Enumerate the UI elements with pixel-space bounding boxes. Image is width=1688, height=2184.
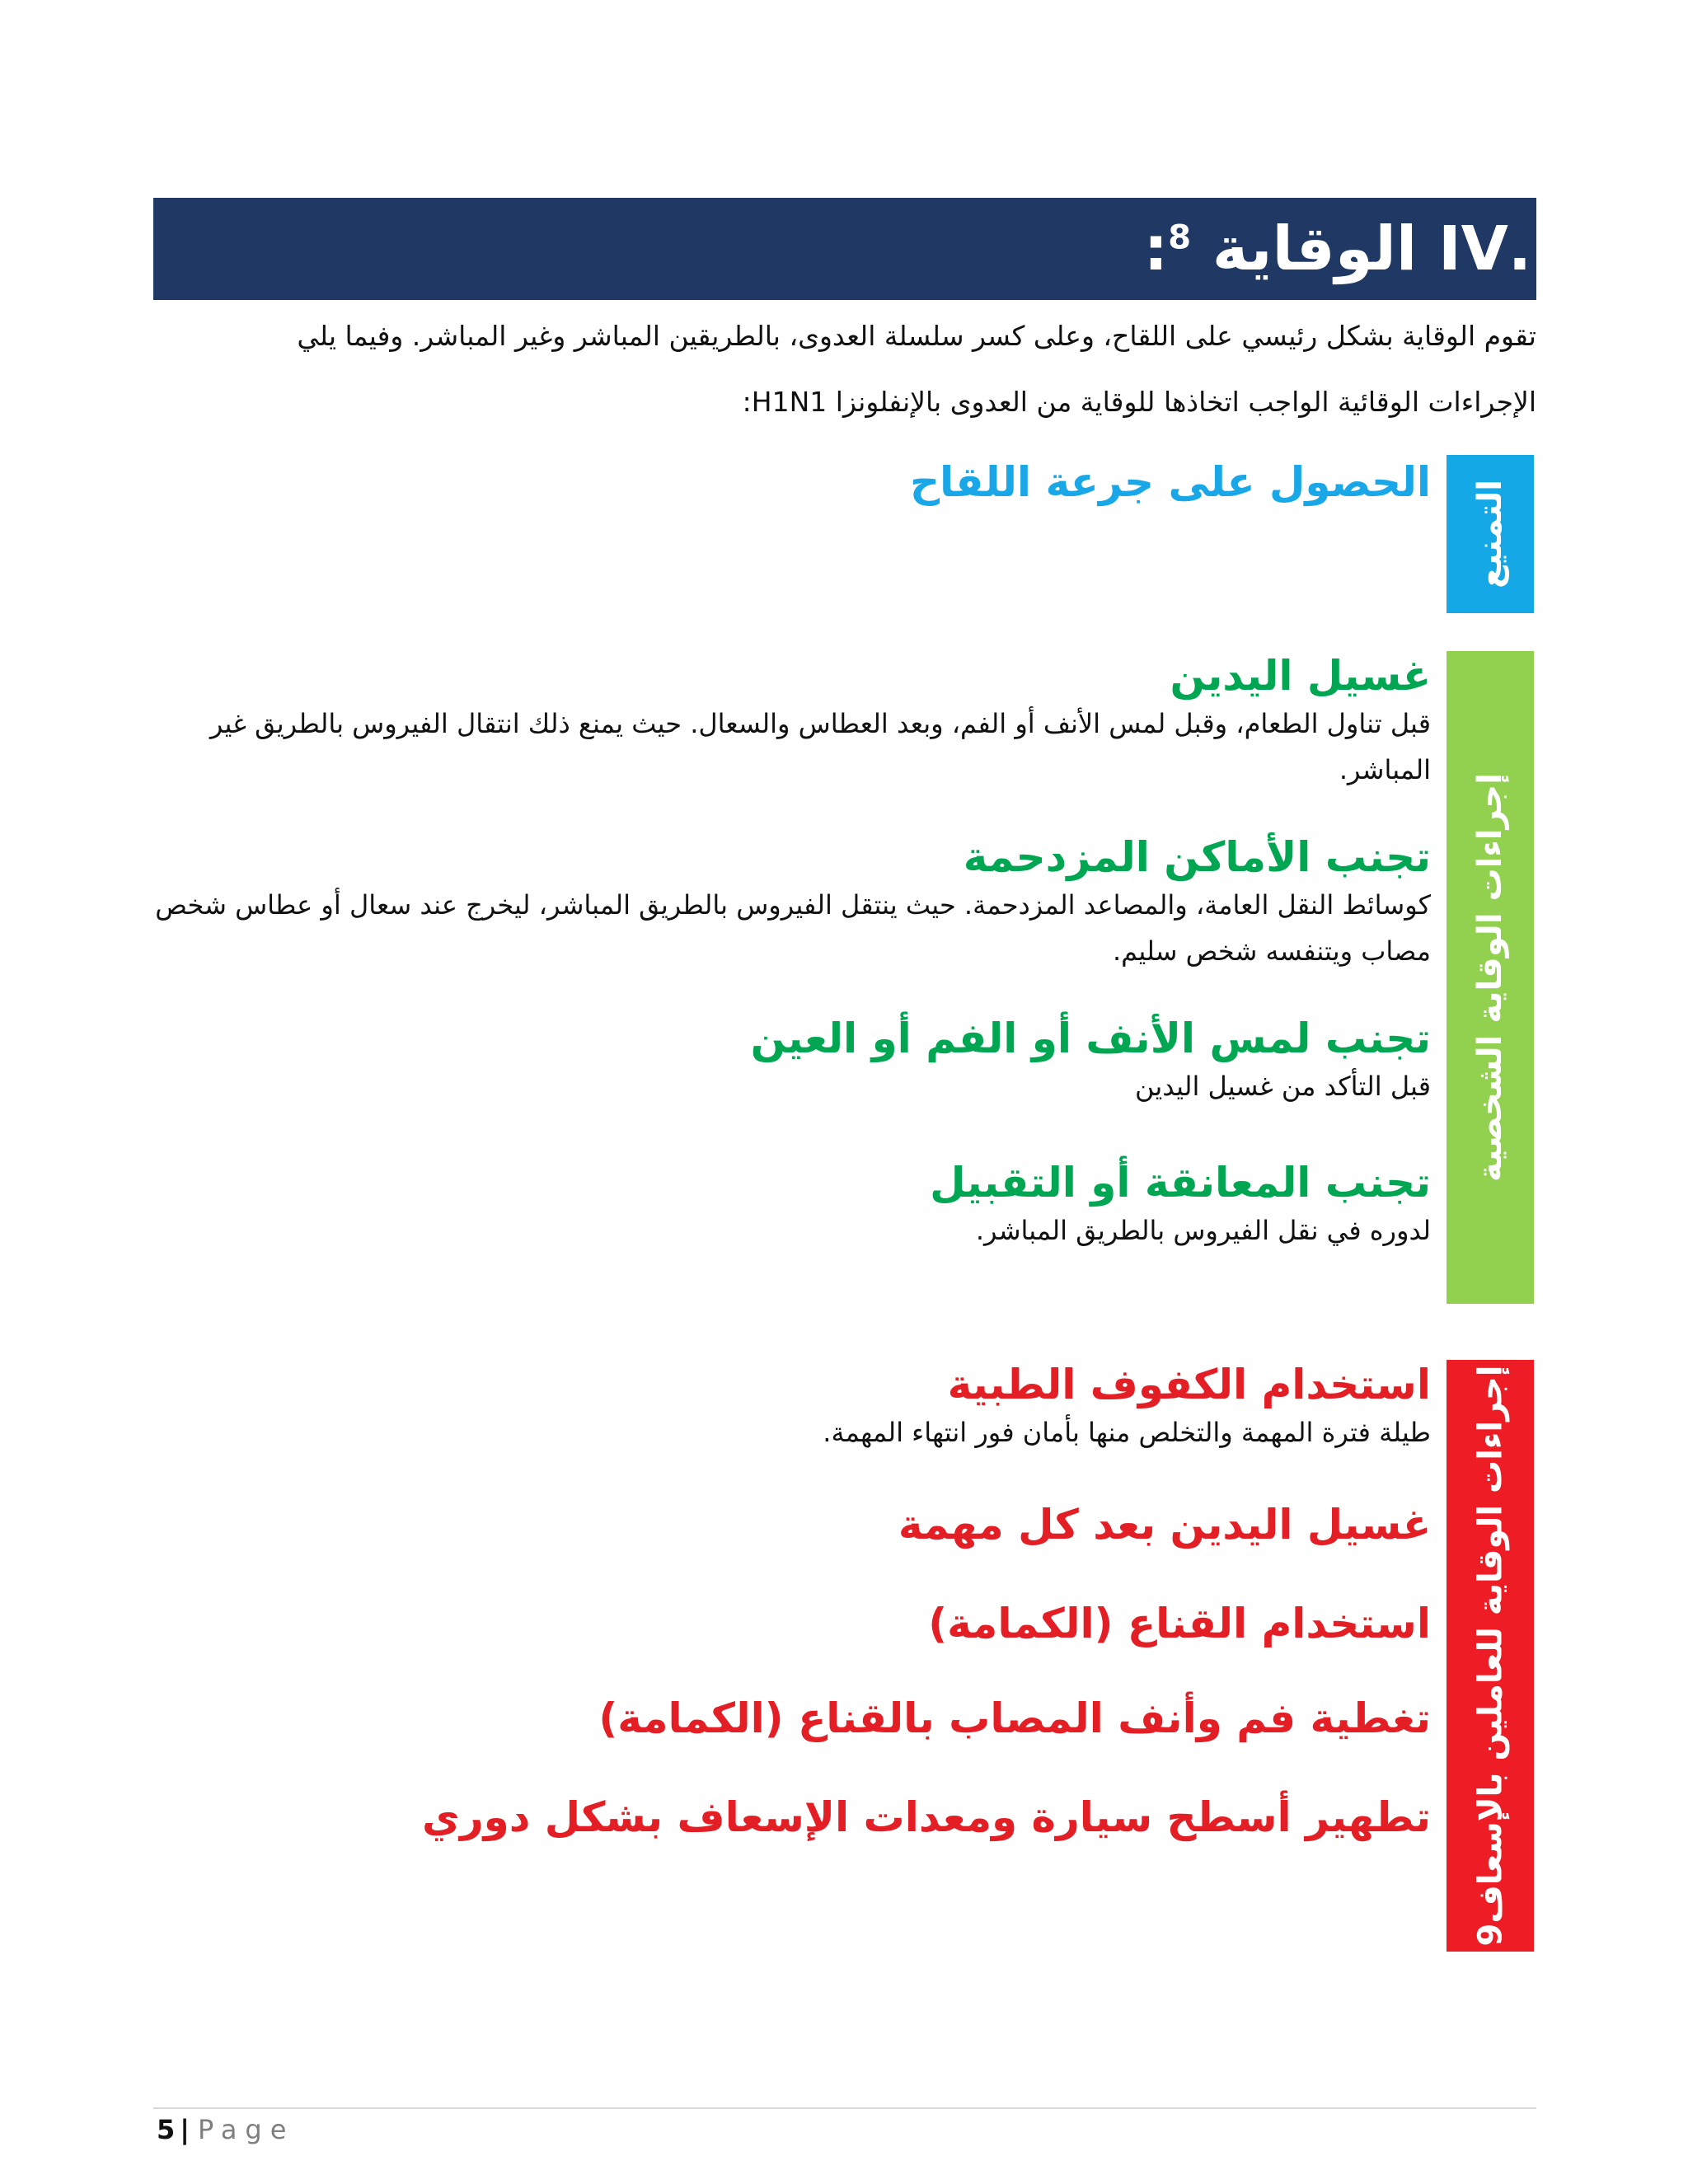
tab-ambulance-prevention-label: إجراءات الوقاية للعاملين بالإسعاف9 xyxy=(1471,1365,1509,1947)
personal-item-body: قبل تناول الطعام، وقبل لمس الأنف أو الفم، وبعد العطاس والسعال. حيث يمنع ذلك انتقال الفيروس بالطريق غير المباشر. xyxy=(209,708,1431,785)
page-number: 5 xyxy=(157,2114,176,2145)
immunization-item-title: الحصول على جرعة اللقاح xyxy=(909,458,1431,506)
immunization-section xyxy=(112,457,1431,507)
page-footer xyxy=(157,2114,294,2145)
personal-item xyxy=(112,651,1431,793)
personal-item-body: لدوره في نقل الفيروس بالطريق المباشر. xyxy=(975,1215,1431,1246)
ambulance-item xyxy=(112,1500,1431,1549)
footer-divider xyxy=(153,2107,1536,2109)
ambulance-item xyxy=(112,1360,1431,1455)
personal-item-title: تجنب لمس الأنف أو الفم أو العين xyxy=(750,1015,1431,1062)
ambulance-item xyxy=(112,1694,1431,1743)
personal-item-body: قبل التأكد من غسيل اليدين xyxy=(1135,1071,1431,1102)
intro-line-1: تقوم الوقاية بشكل رئيسي على اللقاح، وعلى كسر سلسلة العدوى، بالطريقين المباشر وغير المباشر. وفيما يلي xyxy=(297,320,1536,352)
ambulance-item-title: تغطية فم وأنف المصاب بالقناع (الكمامة) xyxy=(598,1694,1431,1742)
ambulance-item-title: استخدام القناع (الكمامة) xyxy=(928,1600,1431,1647)
personal-item-title: غسيل اليدين xyxy=(1170,652,1431,700)
intro-line-2: الإجراءات الوقائية الواجب اتخاذها للوقاية من العدوى بالإنفلونزا H1N1: xyxy=(742,386,1536,418)
tab-ambulance-prevention xyxy=(1447,1360,1534,1952)
personal-item xyxy=(112,1014,1431,1109)
personal-item xyxy=(112,832,1431,974)
ambulance-item-title: استخدام الكفوف الطبية xyxy=(947,1361,1431,1408)
tab-personal-prevention xyxy=(1447,651,1534,1304)
ambulance-item-body: طيلة فترة المهمة والتخلص منها بأمان فور انتهاء المهمة. xyxy=(823,1417,1431,1448)
intro-paragraph xyxy=(209,303,1536,435)
section-title-colon: : xyxy=(1143,213,1169,284)
personal-item xyxy=(112,1158,1431,1254)
footer-separator: | xyxy=(180,2114,190,2145)
personal-item-body: كوسائط النقل العامة، والمصاعد المزدحمة. حيث ينتقل الفيروس بالطريق المباشر، ليخرج عند سعال أو عطاس شخص مصاب ويتنفسه شخص سليم. xyxy=(155,889,1431,967)
section-title-text: .IV الوقاية xyxy=(1212,213,1531,284)
personal-item-title: تجنب الأماكن المزدحمة xyxy=(963,833,1431,881)
ambulance-item xyxy=(112,1599,1431,1648)
section-header-bar xyxy=(153,198,1536,300)
tab-immunization-label: التمنيع xyxy=(1471,480,1510,588)
ambulance-item xyxy=(112,1793,1431,1842)
personal-item-title: تجنب المعانقة أو التقبيل xyxy=(930,1159,1431,1207)
page-word: Page xyxy=(197,2114,295,2145)
footnote-mark: 8 xyxy=(1168,218,1192,257)
ambulance-item-title: تطهير أسطح سيارة ومعدات الإسعاف بشكل دوري xyxy=(422,1793,1431,1841)
ambulance-item-title: غسيل اليدين بعد كل مهمة xyxy=(898,1501,1431,1549)
tab-personal-prevention-label: إجراءات الوقاية الشخصية xyxy=(1471,773,1509,1182)
tab-immunization xyxy=(1447,455,1534,613)
section-title xyxy=(1143,213,1531,284)
